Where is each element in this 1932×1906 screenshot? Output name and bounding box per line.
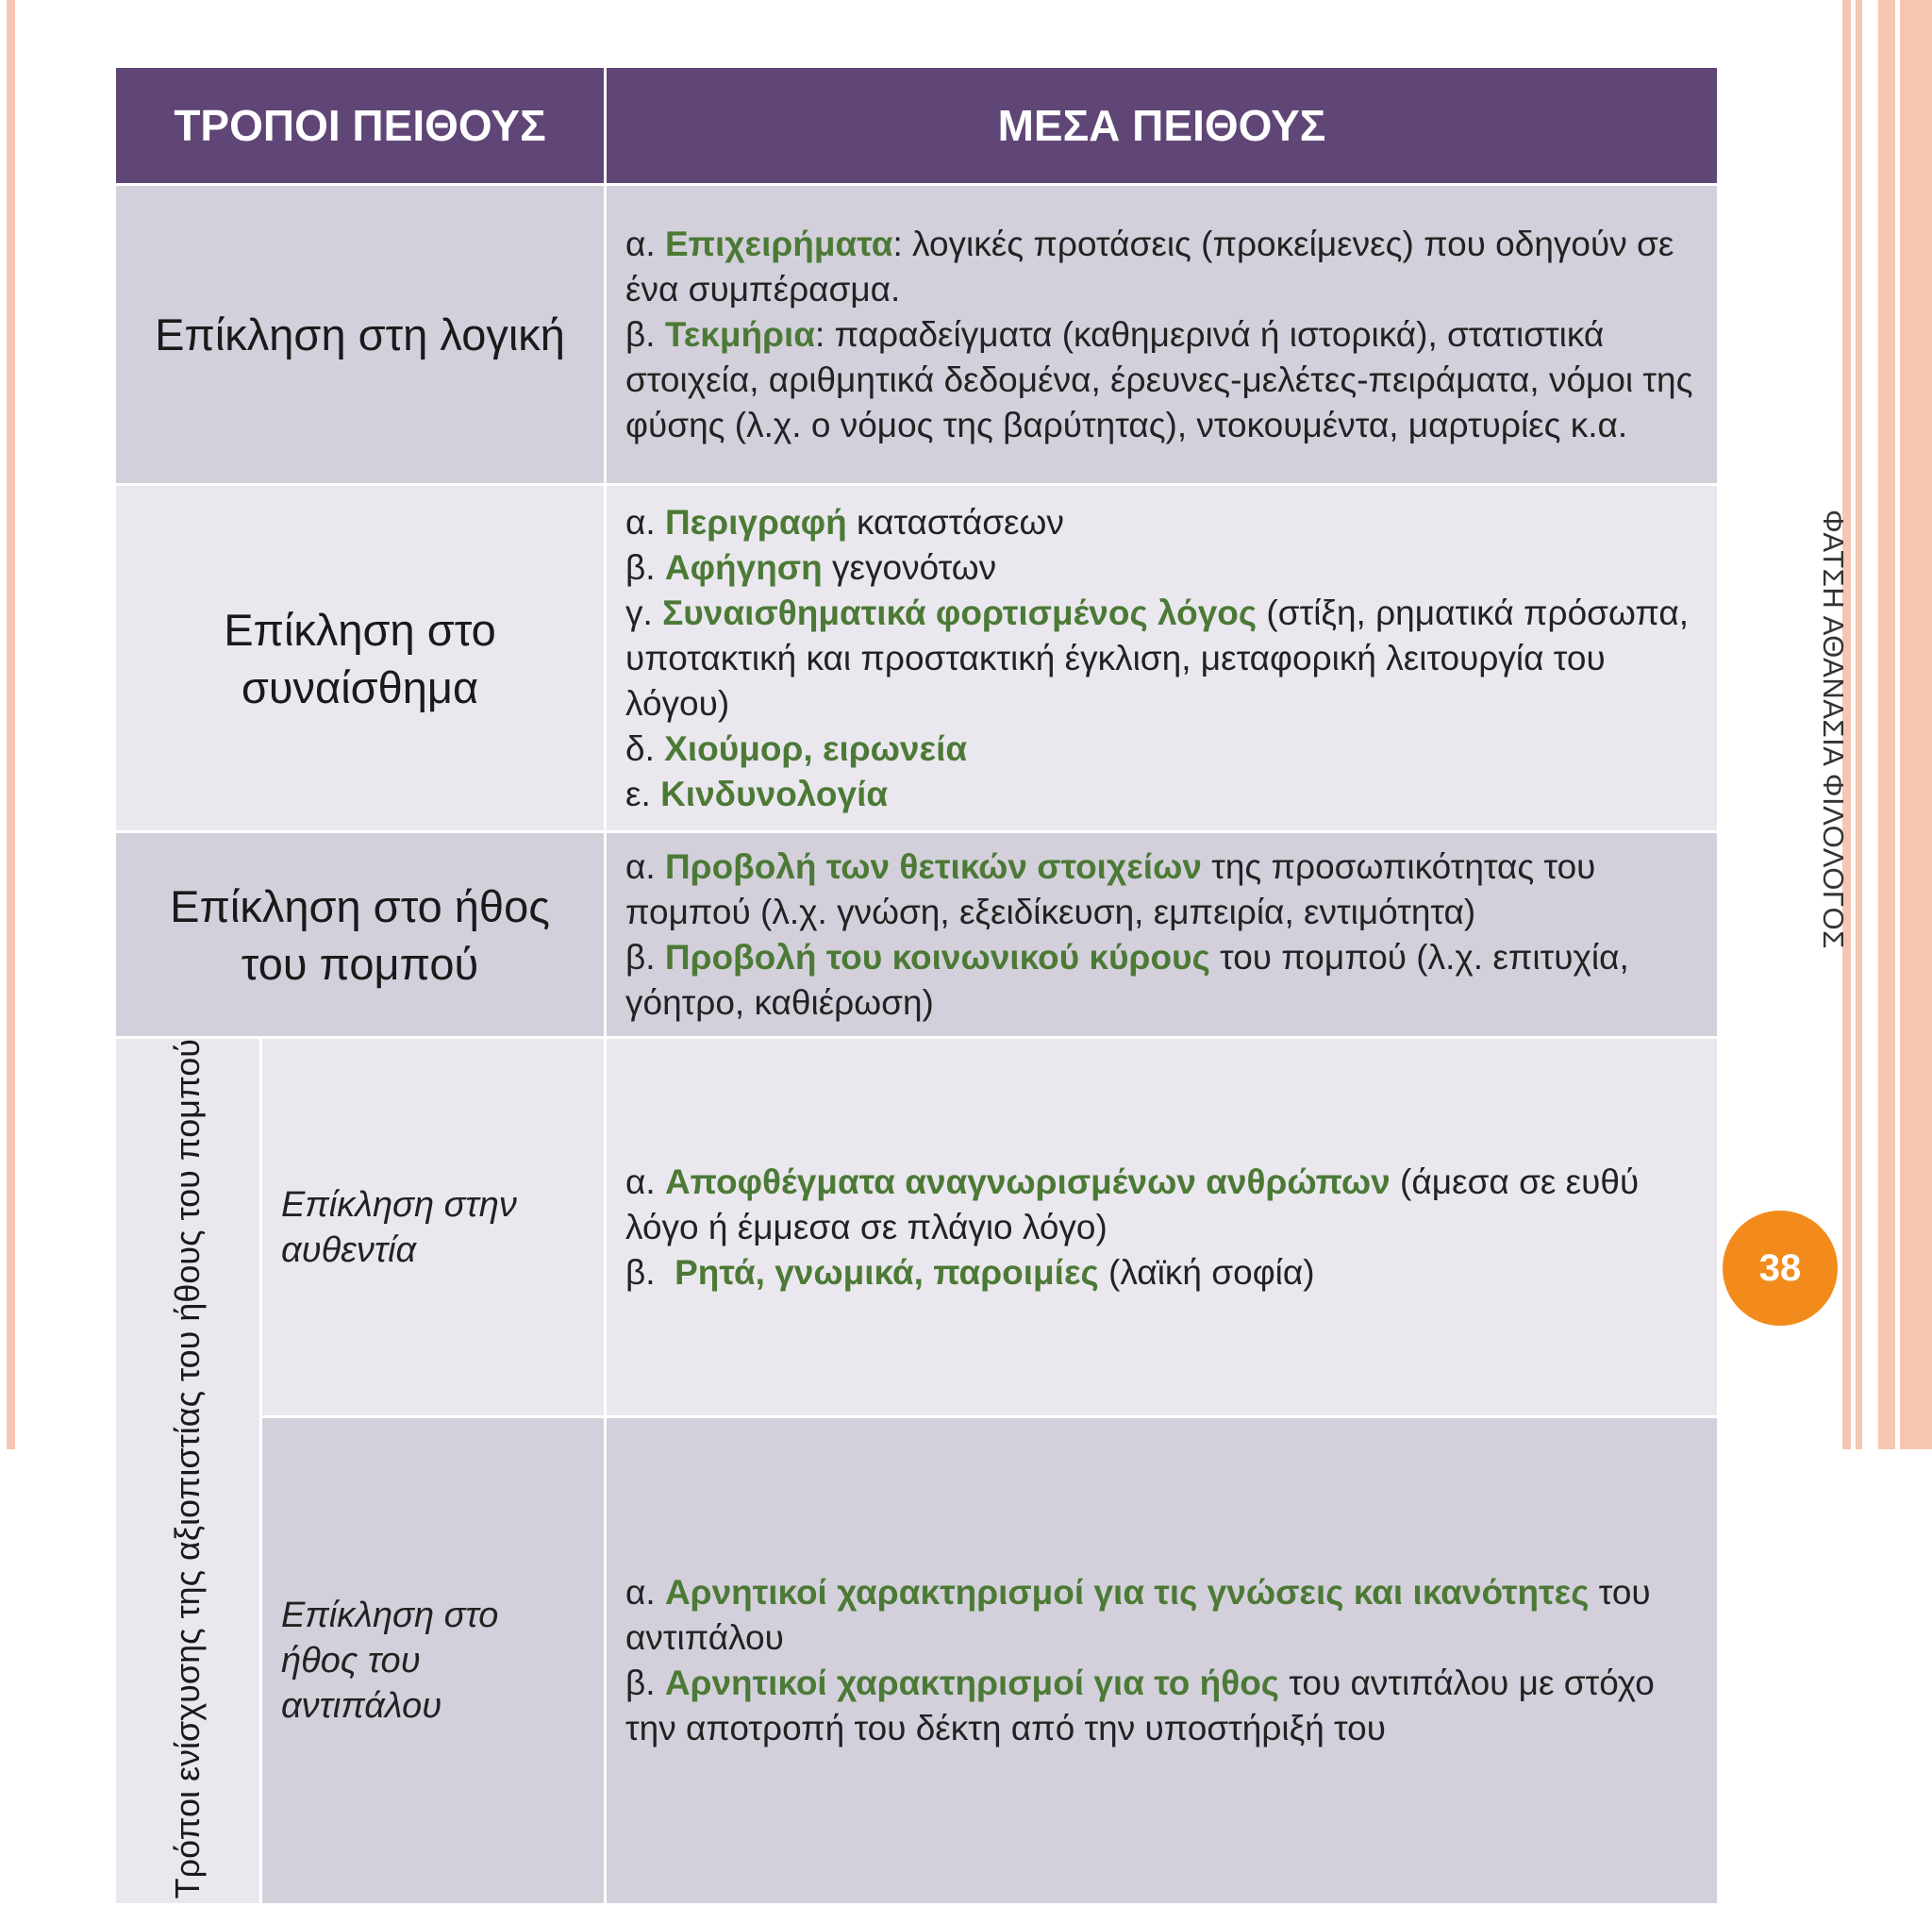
- list-item: β. Τεκμήρια: παραδείγματα (καθημερινά ή ιστορικά), στατιστικά στοιχεία, αριθμητικά δεδομένα, έρευνες-μελέτες-πειράματα, νόμοι της φύσης (λ.χ. ο νόμος της βαρύτητας), ντοκουμέντα, μαρτυρίες κ.α.: [625, 314, 1693, 444]
- list-item: α. Επιχειρήματα: λογικές προτάσεις (προκείμενες) που οδηγούν σε ένα συμπέρασμα.: [625, 224, 1674, 309]
- header-means: ΜΕΣΑ ΠΕΙΘΟΥΣ: [606, 67, 1719, 185]
- table-row-opponent: [115, 1417, 1719, 1905]
- table-row-logic: [115, 185, 1719, 485]
- table-row-ethos: [115, 832, 1719, 1038]
- mode-authority: Επίκληση στην αυθεντία: [261, 1038, 606, 1417]
- list-item: β. Προβολή του κοινωνικού κύρους του πομπού (λ.χ. επιτυχία, γόητρο, καθιέρωση): [625, 937, 1629, 1022]
- mode-logic: Επίκληση στη λογική: [115, 185, 606, 485]
- mode-opponent: Επίκληση στο ήθος του αντιπάλου: [261, 1417, 606, 1905]
- credibility-group-label: Τρόποι ενίσχυσης της αξιοπιστίας του ήθους του πομπού: [115, 1038, 261, 1905]
- means-logic: [606, 185, 1719, 485]
- list-item: γ. Συναισθηματικά φορτισμένος λόγος (στίξη, ρηματικά πρόσωπα, υποτακτική και προστακτική έγκλιση, μεταφορική λειτουργία του λόγου): [625, 593, 1690, 723]
- means-opponent: [606, 1417, 1719, 1905]
- list-item: β. Αφήγηση γεγονότων: [625, 547, 997, 587]
- list-item: α. Προβολή των θετικών στοιχείων της προσωπικότητας του πομπού (λ.χ. γνώση, εξειδίκευση, εμπειρία, εντιμότητα): [625, 846, 1596, 931]
- page-number-badge: 38: [1723, 1211, 1838, 1326]
- header-modes: ΤΡΟΠΟΙ ΠΕΙΘΟΥΣ: [115, 67, 606, 185]
- means-ethos: [606, 832, 1719, 1038]
- persuasion-table: [113, 65, 1720, 1906]
- list-item: α. Περιγραφή καταστάσεων: [625, 502, 1064, 542]
- decorative-stripe-right-4: [1900, 0, 1932, 1449]
- means-authority: [606, 1038, 1719, 1417]
- list-item: α. Αποφθέγματα αναγνωρισμένων ανθρώπων (άμεσα σε ευθύ λόγο ή έμμεσα σε πλάγιο λόγο): [625, 1162, 1640, 1246]
- list-item: α. Αρνητικοί χαρακτηρισμοί για τις γνώσεις και ικανότητες του αντιπάλου: [625, 1573, 1651, 1658]
- table-row-authority: [115, 1038, 1719, 1417]
- list-item: β. Ρητά, γνωμικά, παροιμίες (λαϊκή σοφία): [625, 1252, 1315, 1292]
- table-row-emotion: [115, 485, 1719, 832]
- author-credit: ΦΑΤΣΗ ΑΘΑΝΑΣΙΑ ΦΙΛΟΛΟΓΟΣ: [1817, 510, 1850, 949]
- list-item: δ. Χιούμορ, ειρωνεία: [625, 728, 968, 768]
- mode-emotion: Επίκληση στο συναίσθημα: [115, 485, 606, 832]
- decorative-stripe-right-2: [1856, 0, 1862, 1449]
- list-item: β. Αρνητικοί χαρακτηρισμοί για το ήθος του αντιπάλου με στόχο την αποτροπή του δέκτη από την υποστήριξή του: [625, 1664, 1655, 1748]
- decorative-stripe-right-3: [1878, 0, 1895, 1449]
- means-emotion: [606, 485, 1719, 832]
- decorative-stripe-left: [7, 0, 15, 1449]
- table-header-row: [115, 67, 1719, 185]
- list-item: ε. Κινδυνολογία: [625, 774, 889, 813]
- mode-ethos: Επίκληση στο ήθος του πομπού: [115, 832, 606, 1038]
